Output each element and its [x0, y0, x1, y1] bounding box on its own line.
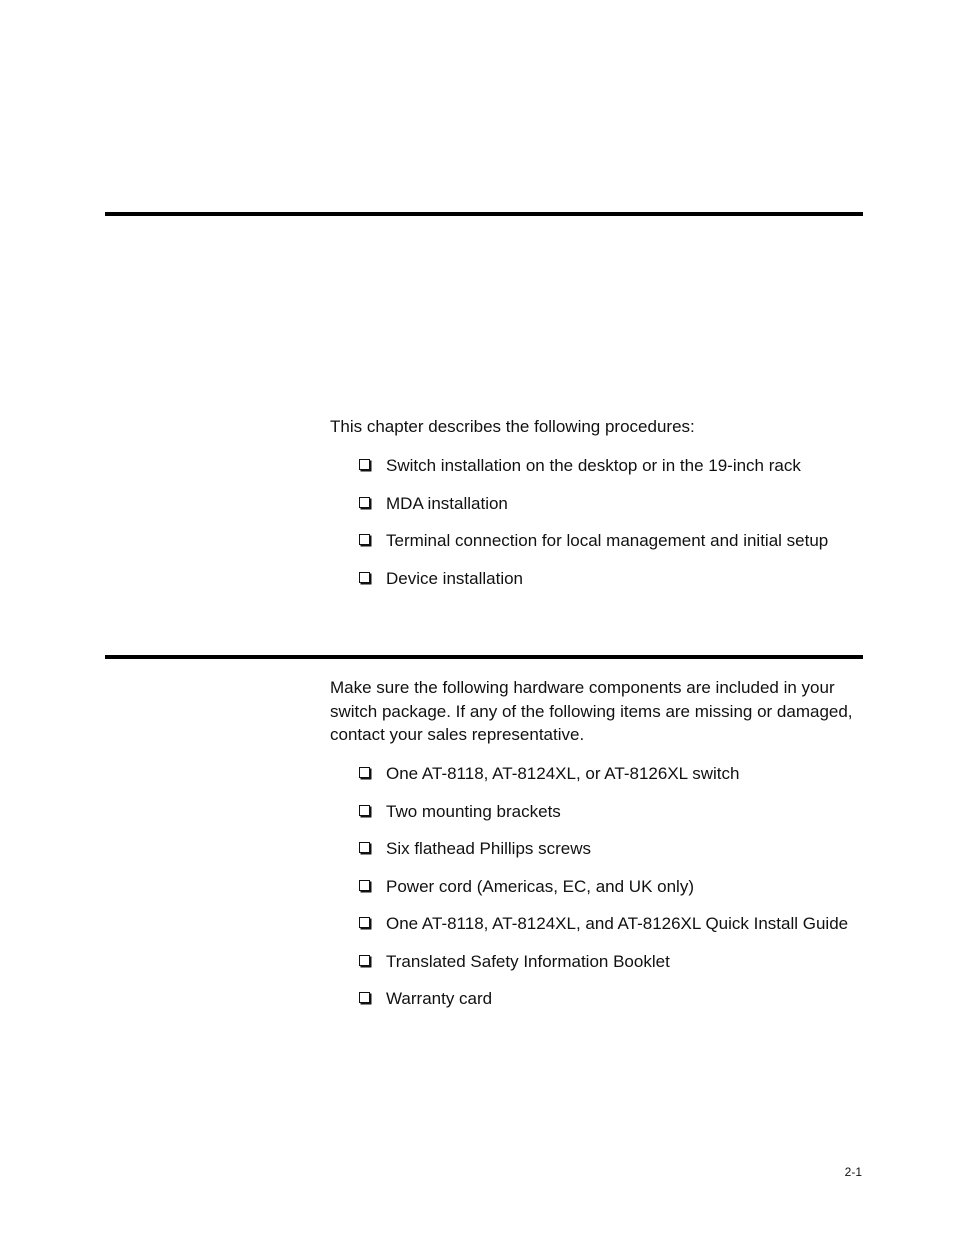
list-item-text: Translated Safety Information Booklet [386, 951, 670, 971]
checkbox-icon [359, 917, 370, 928]
page-number: 2-1 [844, 1165, 862, 1179]
checkbox-icon [359, 534, 370, 545]
checkbox-icon [359, 767, 370, 778]
section-divider-top [105, 212, 863, 216]
intro-paragraph: This chapter describes the following procedures: [330, 417, 695, 436]
checkbox-icon [359, 880, 370, 891]
list-item-text: Six flathead Phillips screws [386, 839, 592, 858]
list-item-text: MDA installation [386, 493, 508, 513]
checkbox-icon [359, 955, 370, 966]
list-item-text: Switch installation on the desktop or in the 19-inch rack [386, 456, 801, 475]
list-item-text: Terminal connection for local management and initial setup [386, 531, 829, 550]
list-item-text: One AT-8118, AT-8124XL, and AT-8126XL Quick Install Guide [386, 914, 849, 933]
package-paragraph: Make sure the following hardware components are included in your switch package. If any of the following items are missing or damaged, contact your sales representative. [330, 678, 853, 744]
checkbox-icon [359, 842, 370, 853]
checkbox-icon [359, 497, 370, 508]
checkbox-icon [359, 459, 370, 470]
checkbox-icon [359, 572, 370, 583]
checkbox-icon [359, 805, 370, 816]
list-item-text: One AT-8118, AT-8124XL, or AT-8126XL switch [386, 764, 740, 783]
checkbox-icon [359, 992, 370, 1003]
list-item-text: Two mounting brackets [386, 801, 561, 821]
list-item-text: Device installation [386, 568, 524, 588]
list-item-text: Warranty card [386, 989, 493, 1008]
list-item-text: Power cord (Americas, EC, and UK only) [386, 876, 694, 896]
section-divider-middle [105, 655, 863, 659]
